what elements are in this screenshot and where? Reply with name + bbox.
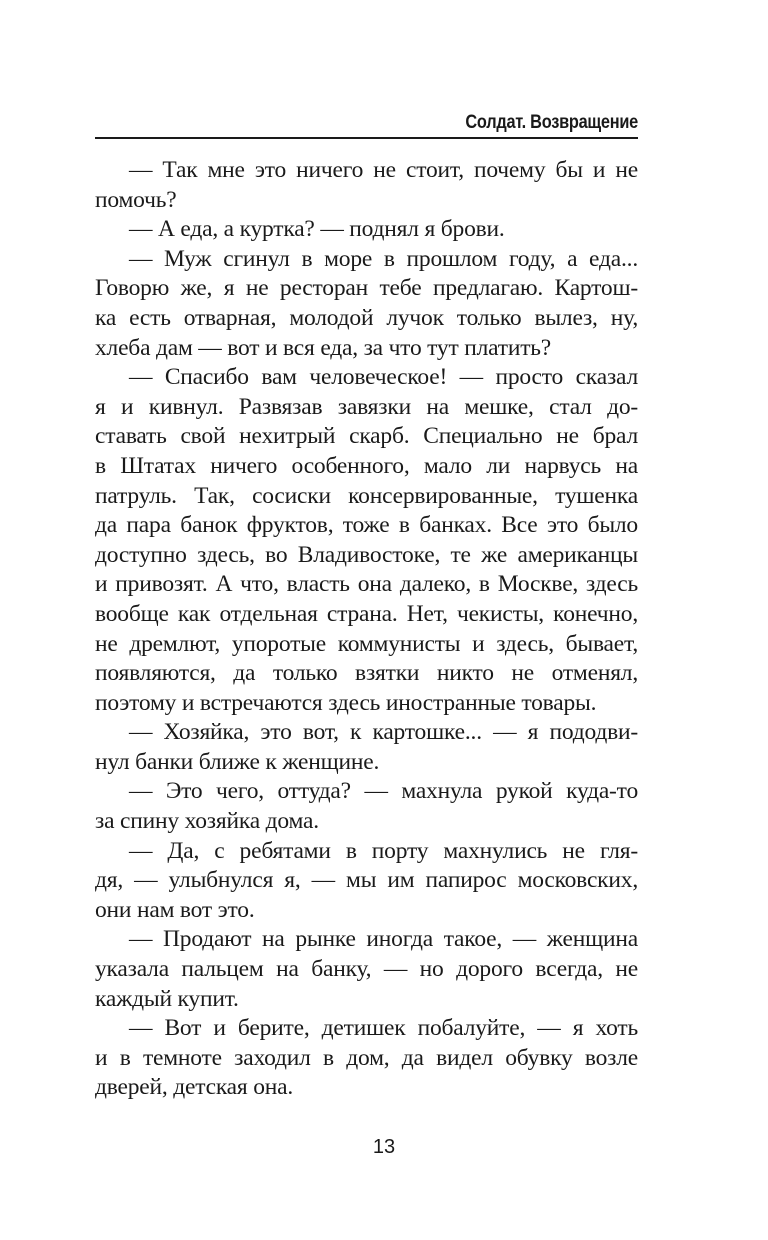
running-head-title: Солдат. Возвращение	[465, 112, 638, 133]
text-line: — Муж сгинул в море в прошлом году, а еда...	[129, 245, 638, 272]
text-line: нул банки ближе к женщине.	[95, 748, 380, 775]
text-line: помочь?	[95, 186, 177, 213]
text-line: в Штатах ничего особенного, мало ли нарвусь на	[95, 452, 638, 479]
page-number: 13	[372, 1136, 396, 1158]
text-line: ставать свой нехитрый скарб. Специально не брал	[95, 423, 638, 450]
text-line: Говорю же, я не ресторан тебе предлагаю. Картош-	[95, 275, 638, 302]
text-line: они нам вот это.	[95, 896, 255, 923]
text-line: доступно здесь, во Владивостоке, те же американцы	[95, 541, 638, 568]
text-line: — Это чего, оттуда? — махнула рукой куда-то	[129, 778, 638, 805]
text-line: патруль. Так, сосиски консервированные, тушенка	[95, 482, 638, 509]
text-line: каждый купит.	[95, 985, 239, 1012]
text-line: я и кивнул. Развязав завязки на мешке, стал до-	[95, 393, 638, 420]
text-line: — Хозяйка, это вот, к картошке... — я пододви-	[129, 719, 638, 746]
text-line: дверей, детская она.	[95, 1074, 294, 1101]
text-line: вообще как отдельная страна. Нет, чекисты, конечно,	[95, 600, 638, 627]
text-line: указала пальцем на банку, — но дорого всегда, не	[95, 956, 638, 983]
text-line: — Спасибо вам человеческое! — просто сказал	[129, 364, 638, 391]
book-text-body	[95, 156, 638, 1103]
text-line: хлеба дам — вот и вся еда, за что тут платить?	[95, 334, 552, 361]
text-line: дя, — улыбнулся я, — мы им папирос московских,	[95, 867, 638, 894]
text-line: и в темноте заходил в дом, да видел обувку возле	[95, 1044, 638, 1071]
text-line: — Так мне это ничего не стоит, почему бы и не	[129, 157, 638, 183]
text-line: поэтому и встречаются здесь иностранные товары.	[95, 689, 597, 716]
text-line: не дремлют, упоротые коммунисты и здесь, бывает,	[95, 630, 638, 657]
text-line: — Вот и берите, детишек побалуйте, — я хоть	[129, 1015, 638, 1042]
text-line: да пара банок фруктов, тоже в банках. Все это было	[95, 512, 638, 539]
text-line: и привозят. А что, власть она далеко, в Москве, здесь	[95, 571, 638, 598]
text-line: — Да, с ребятами в порту махнулись не гля-	[129, 837, 638, 864]
text-line: — А еда, а куртка? — поднял я брови.	[129, 216, 505, 243]
text-line: — Продают на рынке иногда такое, — женщина	[129, 926, 638, 953]
header-divider	[95, 137, 638, 139]
text-line: за спину хозяйка дома.	[95, 808, 319, 835]
text-line: ка есть отварная, молодой лучок только вылез, ну,	[95, 304, 638, 331]
text-line: появляются, да только взятки никто не отменял,	[95, 660, 638, 687]
